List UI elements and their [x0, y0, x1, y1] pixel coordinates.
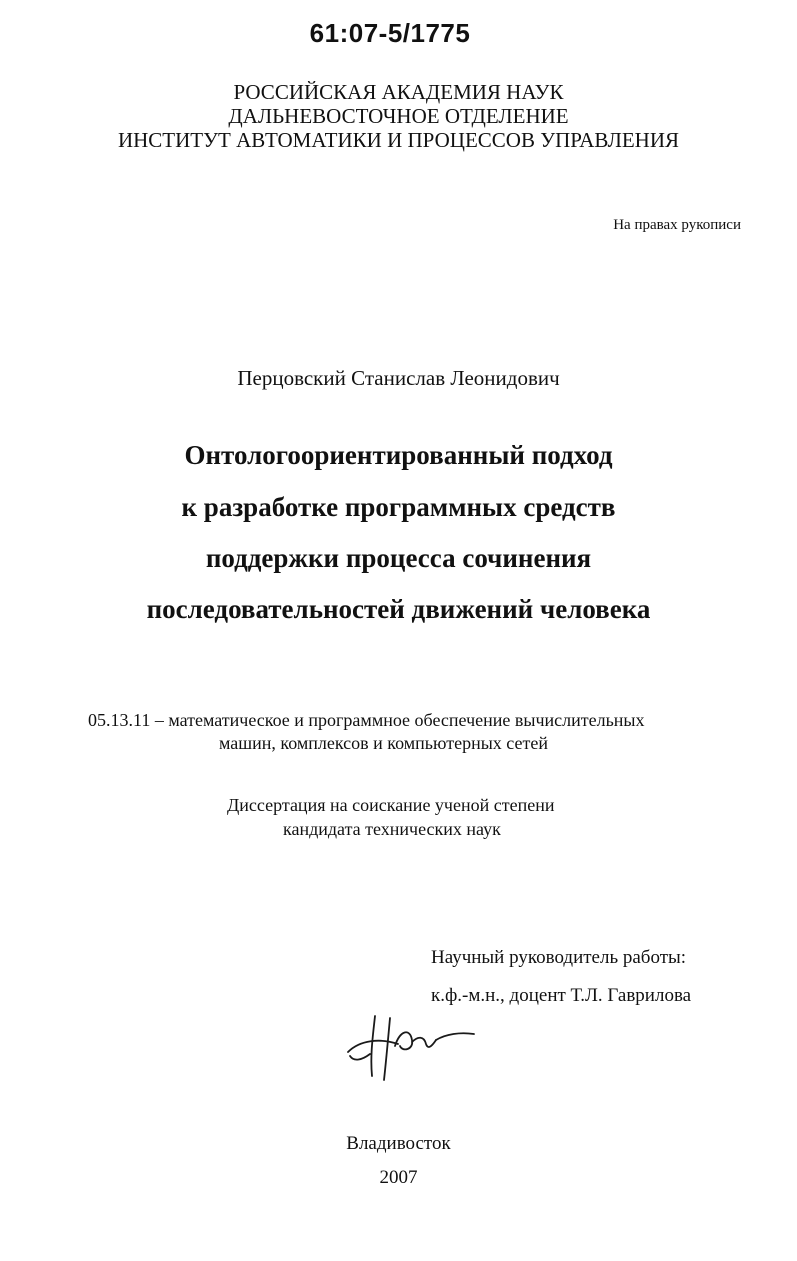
year: 2007 — [379, 1167, 418, 1188]
specialty-line-1: 05.13.11 – математическое и программное обеспечение вычислительных — [88, 710, 645, 730]
title-line-2: к разработке программных средств — [181, 492, 616, 522]
advisor-name: к.ф.-м.н., доцент Т.Л. Гаврилова — [431, 985, 692, 1006]
org-line-academy: РОССИЙСКАЯ АКАДЕМИЯ НАУК — [233, 80, 564, 104]
degree-line-2: кандидата технических наук — [283, 819, 501, 839]
city: Владивосток — [346, 1133, 451, 1154]
specialty-line-2: машин, комплексов и компьютерных сетей — [219, 733, 548, 753]
signature — [340, 1010, 480, 1085]
author-name: Перцовский Станислав Леонидович — [237, 366, 560, 390]
title-line-1: Онтологоориентированный подход — [184, 440, 613, 470]
degree-line-1: Диссертация на соискание ученой степени — [227, 795, 555, 815]
rights-note: На правах рукописи — [613, 217, 741, 233]
title-line-4: последовательностей движений человека — [146, 594, 651, 624]
title-line-3: поддержки процесса сочинения — [205, 543, 592, 573]
org-line-institute: ИНСТИТУТ АВТОМАТИКИ И ПРОЦЕССОВ УПРАВЛЕНИЯ — [117, 128, 680, 152]
archive-code: 61:07-5/1775 — [309, 18, 471, 48]
org-line-branch: ДАЛЬНЕВОСТОЧНОЕ ОТДЕЛЕНИЕ — [228, 104, 569, 128]
advisor-label: Научный руководитель работы: — [431, 947, 687, 968]
